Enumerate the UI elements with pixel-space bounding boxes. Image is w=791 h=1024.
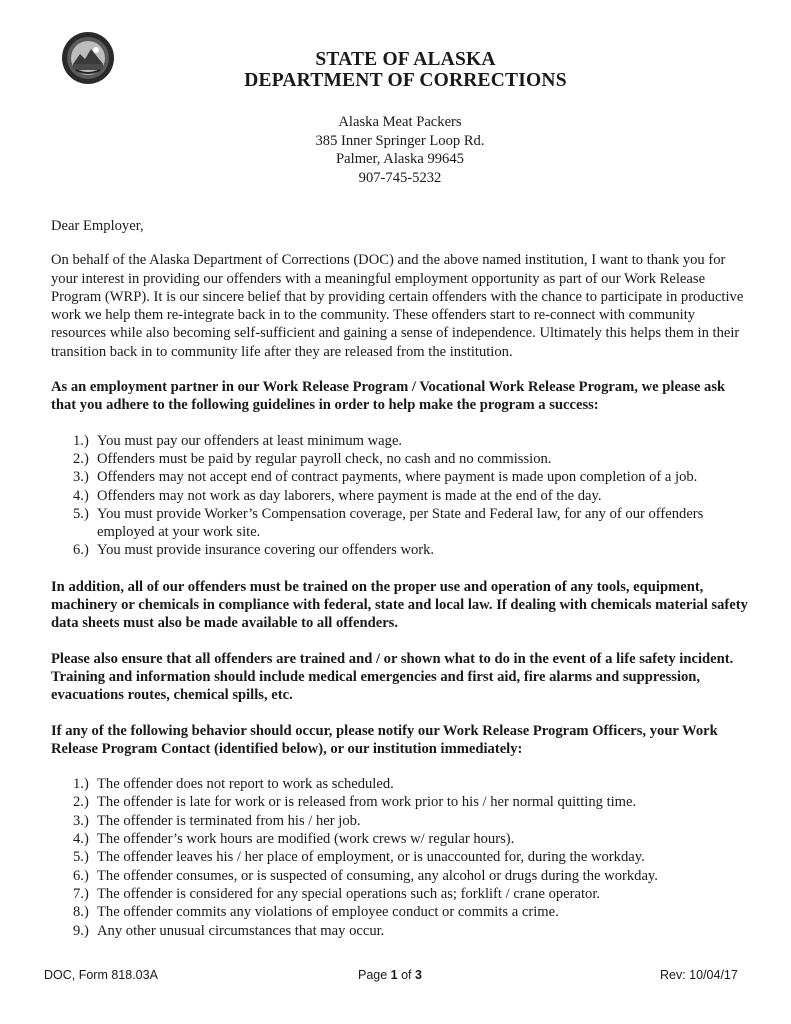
- list-item: 5.) You must provide Worker’s Compensation coverage, per State and Federal law, for any of our offenders employed at your work site.: [73, 505, 704, 541]
- list-item: 3.) The offender is terminated from his / her job.: [73, 812, 361, 829]
- page-footer: [0, 968, 791, 988]
- safety-paragraph: Please also ensure that all offenders are trained and / or shown what to do in the event of a life safety incident. Training and information should include medical emergencies and first aid, fire alarms and suppression, evacuations routes, chemical spills, etc.: [51, 650, 734, 704]
- form-number: DOC, Form 818.03A: [44, 968, 158, 982]
- list-item: 1.) You must pay our offenders at least minimum wage.: [73, 432, 403, 449]
- letter-body: [51, 217, 751, 958]
- training-paragraph: In addition, all of our offenders must be trained on the proper use and operation of any tools, equipment, machinery or chemicals in compliance with federal, state and local law. If dealing with chemicals material safety data sheets must also be made available to all offenders.: [51, 578, 748, 632]
- guidelines-list: [51, 432, 751, 560]
- guidelines-heading: As an employment partner in our Work Release Program / Vocational Work Release Program, we please ask that you adhere to the following guidelines in order to help make the program a success:: [51, 379, 726, 414]
- revision-date: Rev: 10/04/17: [660, 968, 738, 982]
- notify-heading: If any of the following behavior should occur, please notify our Work Release Program Officers, your Work Release Program Contact (identified below), or our institution immediately:: [51, 722, 718, 757]
- list-item: 5.) The offender leaves his / her place of employment, or is unaccounted for, during the workday.: [73, 849, 645, 866]
- list-item: 4.) Offenders may not work as day laborers, where payment is made at the end of the day.: [73, 487, 602, 504]
- list-item: 9.) Any other unusual circumstances that may occur.: [73, 922, 385, 939]
- institution-name: Alaska Meat Packers: [338, 114, 462, 130]
- list-item: 8.) The offender commits any violations of employee conduct or commits a crime.: [73, 904, 559, 921]
- institution-street: 385 Inner Springer Loop Rd.: [315, 132, 485, 149]
- institution-city: Palmer, Alaska 99645: [336, 151, 464, 167]
- salutation: Dear Employer,: [51, 218, 144, 234]
- list-item: 7.) The offender is considered for any special operations such as; forklift / crane operator.: [73, 885, 601, 902]
- header-department-title: DEPARTMENT OF CORRECTIONS: [244, 70, 567, 91]
- list-item: 6.) You must provide insurance covering our offenders work.: [73, 542, 435, 559]
- list-item: 1.) The offender does not report to work as scheduled.: [73, 776, 394, 793]
- behaviors-list: [51, 775, 751, 940]
- institution-phone: 907-745-5232: [358, 169, 442, 186]
- intro-paragraph: On behalf of the Alaska Department of Corrections (DOC) and the above named institution, I want to thank you for your interest in providing our offenders with a meaningful employment opportunity as part of our Work Release Program (WRP). It is our sincere belief that by providing certain offenders with the chance to participate in productive work we help them re-integrate back in to the community. These offenders start to re-connect with community resources while also becoming self-sufficient and gaining a sense of independence. Ultimately this helps them in their transition back in to community life after they are released from the institution.: [51, 252, 744, 360]
- list-item: 4.) The offender’s work hours are modified (work crews w/ regular hours).: [73, 831, 515, 848]
- list-item: 2.) Offenders must be paid by regular payroll check, no cash and no commission.: [73, 450, 552, 467]
- list-item: 3.) Offenders may not accept end of contract payments, where payment is made upon completion of a job.: [73, 469, 698, 486]
- list-item: 6.) The offender consumes, or is suspected of consuming, any alcohol or drugs during the workday.: [73, 867, 658, 884]
- list-item: 2.) The offender is late for work or is released from work prior to his / her normal quitting time.: [73, 794, 637, 811]
- page-number: Page 1 of 3: [358, 968, 422, 982]
- header-state-title: STATE OF ALASKA: [315, 49, 496, 70]
- institution-address-block: [250, 113, 550, 187]
